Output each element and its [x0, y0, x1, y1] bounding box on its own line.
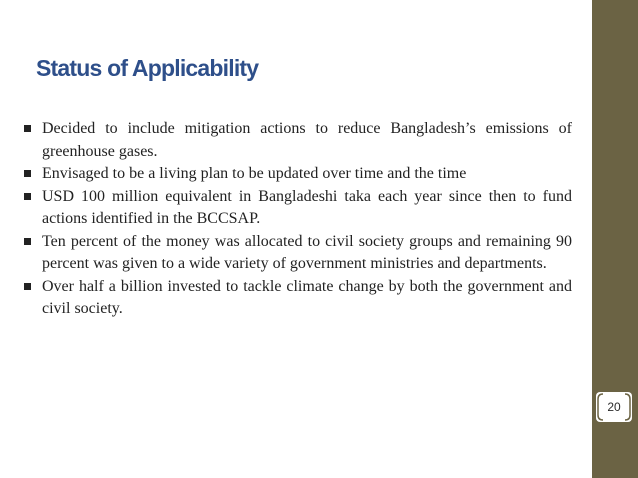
bullet-item	[22, 276, 572, 321]
bullet-item	[22, 118, 572, 163]
bullet-list	[22, 118, 572, 321]
bullet-item	[22, 163, 572, 186]
square-bullet-icon	[24, 125, 31, 132]
square-bullet-icon	[24, 283, 31, 290]
square-bullet-icon	[24, 238, 31, 245]
bullet-item	[22, 231, 572, 276]
bullet-text: Ten percent of the money was allocated to civil society groups and remaining 90 percent was given to a wide variety of government ministries and departments.	[42, 232, 572, 272]
slide-title: Status of Applicability	[36, 55, 259, 81]
bullet-item	[22, 186, 572, 231]
page-number-badge	[596, 392, 632, 422]
bullet-text: Decided to include mitigation actions to reduce Bangladesh’s emissions of greenhouse gases.	[42, 120, 572, 160]
bullet-text: Over half a billion invested to tackle climate change by both the government and civil society.	[42, 277, 572, 317]
bullet-text: USD 100 million equivalent in Bangladeshi taka each year since then to fund actions identified in the BCCSAP.	[42, 187, 572, 227]
square-bullet-icon	[24, 193, 31, 200]
square-bullet-icon	[24, 170, 31, 177]
bullet-text: Envisaged to be a living plan to be updated over time and the time	[42, 165, 467, 182]
page-number: 20	[607, 400, 621, 414]
